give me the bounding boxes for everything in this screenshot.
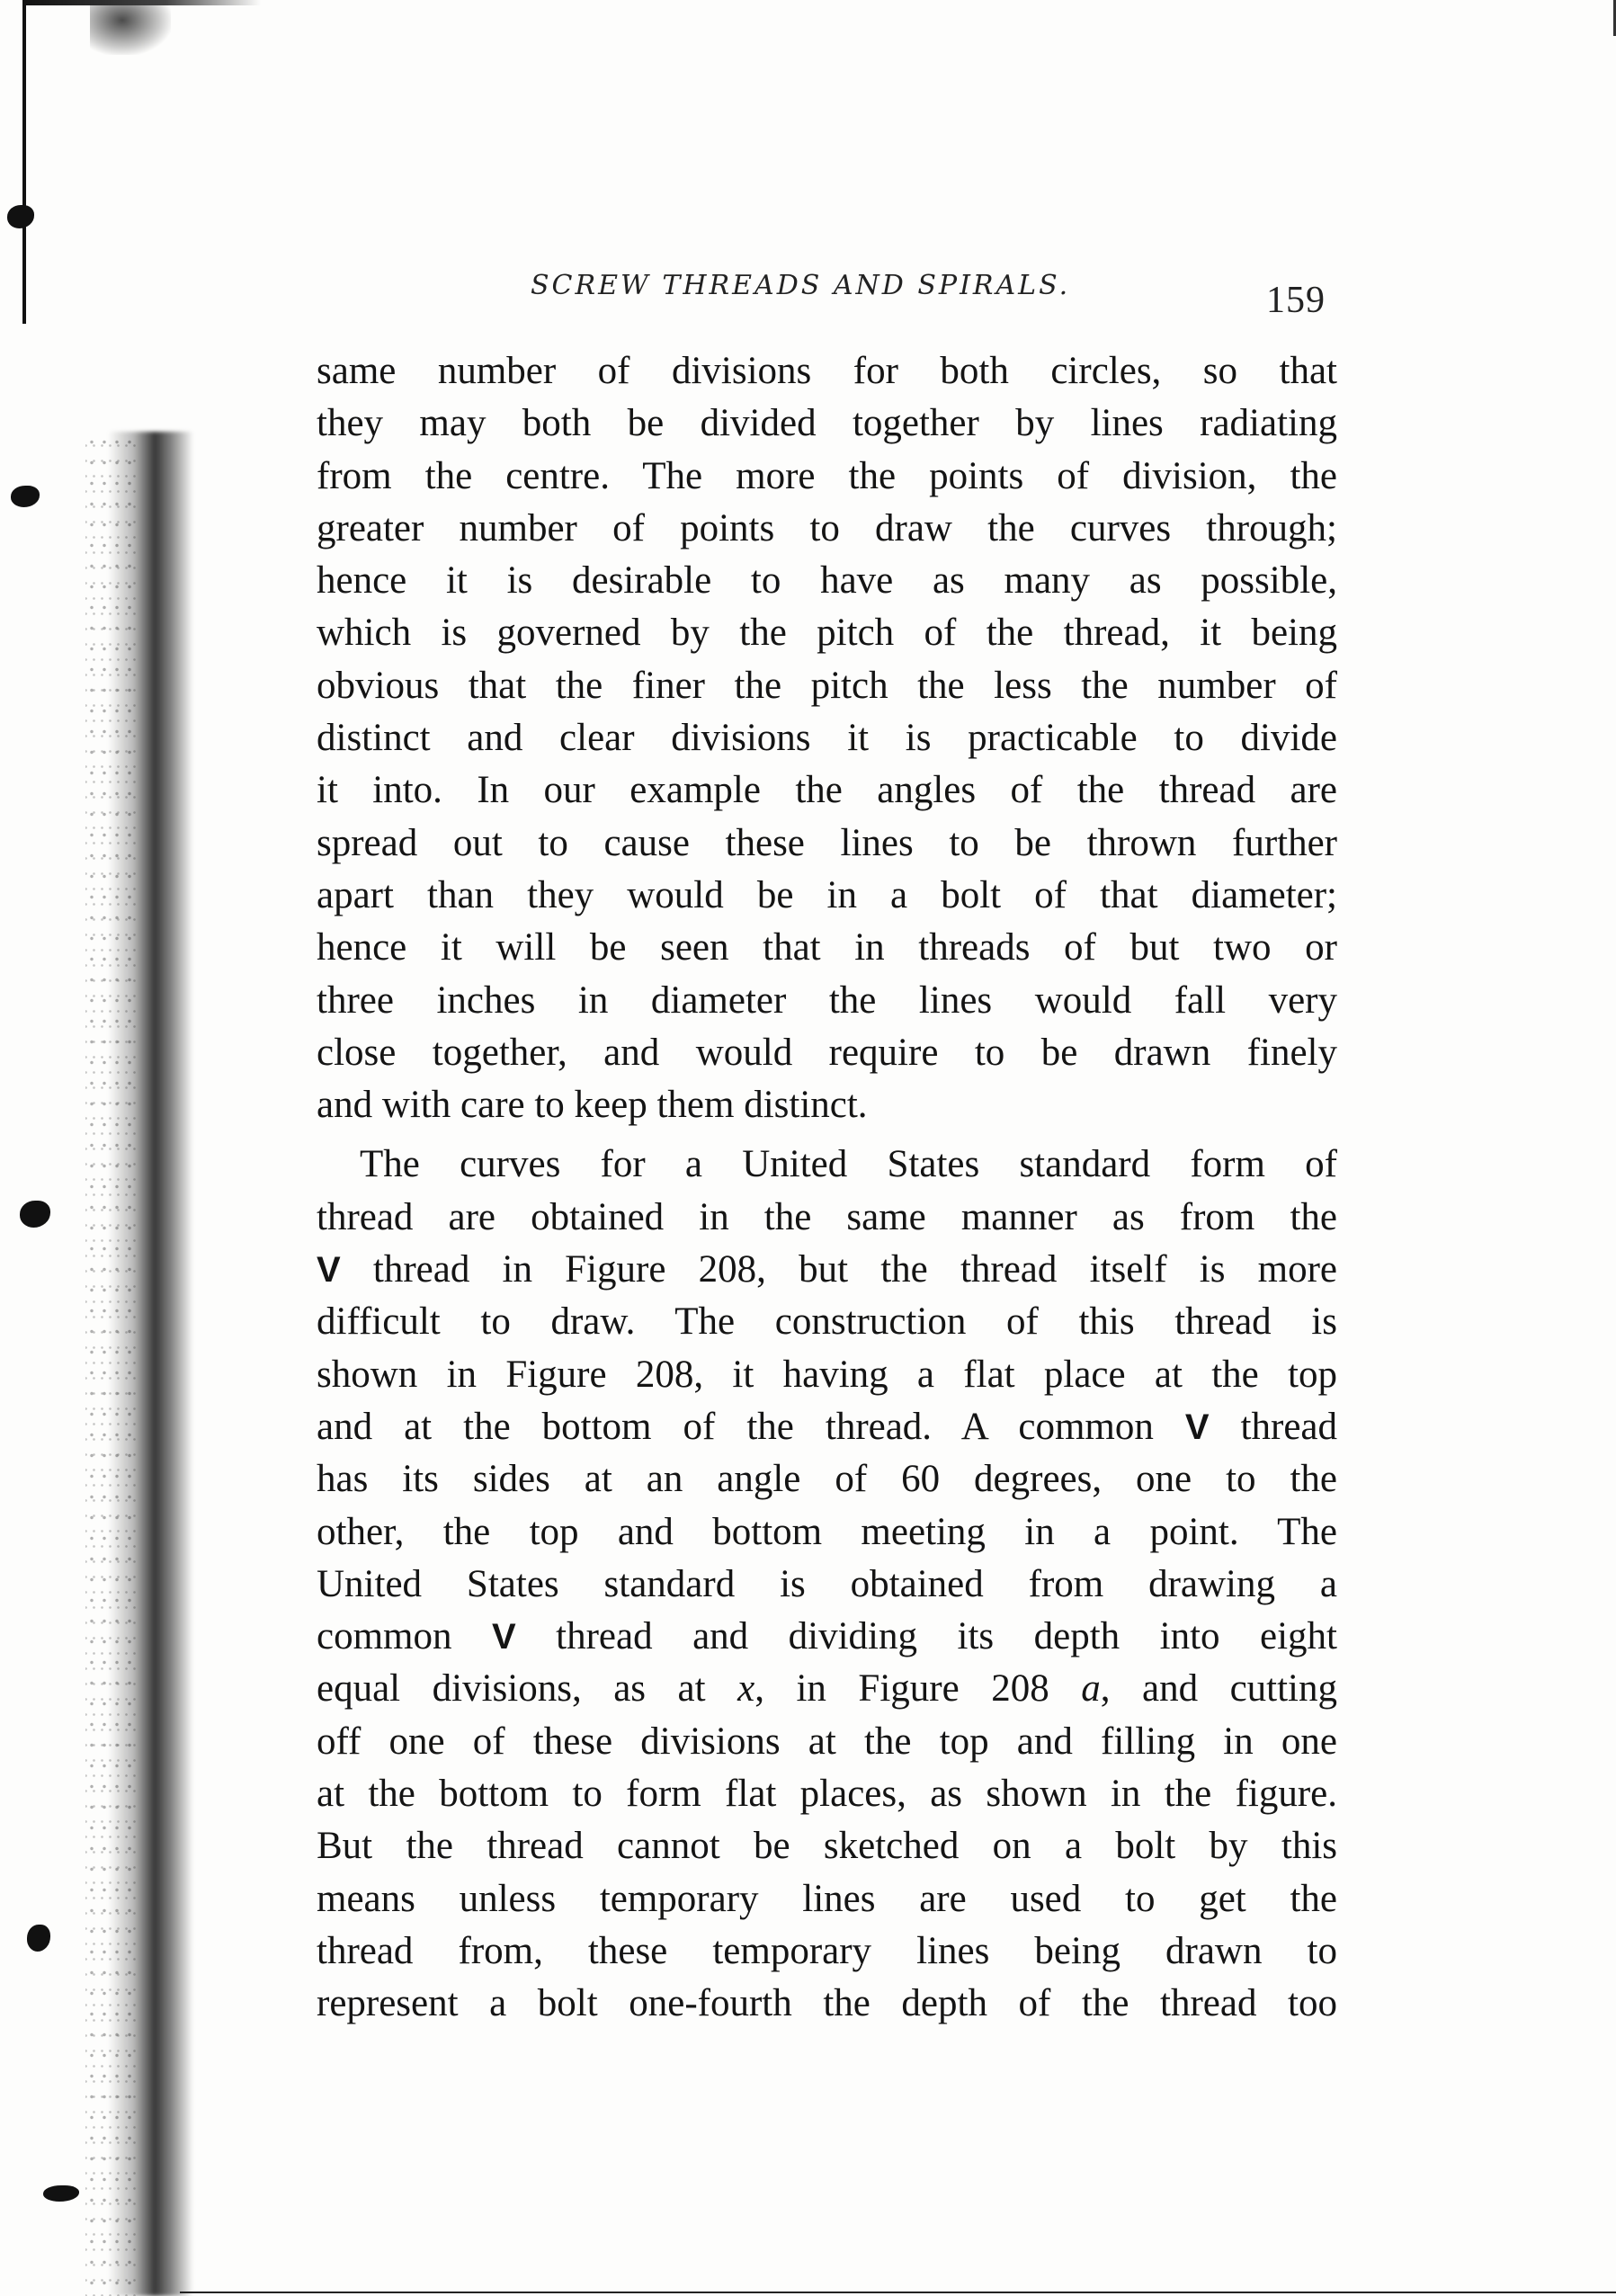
margin-blot — [27, 1925, 50, 1952]
text-line: same number of divisions for both circles, so that — [317, 350, 1337, 392]
text-line: difficult to draw. The construction of this thread is — [317, 1300, 1337, 1344]
text-line: United States standard is obtained from drawing a — [317, 1562, 1337, 1605]
text-line — [317, 1401, 1337, 1453]
text-run: thread in Figure 208, but the thread itself is more — [340, 1248, 1337, 1291]
variable-x: x — [737, 1667, 755, 1711]
text-line: it into. In our example the angles of the thread are — [317, 769, 1337, 812]
body-text — [317, 345, 1337, 2031]
text-run: thread and dividing its depth into eight — [515, 1615, 1337, 1658]
v-thread-symbol: V — [491, 1617, 516, 1657]
running-head: SCREW THREADS AND SPIRALS. — [531, 270, 1071, 301]
margin-blot — [43, 2185, 79, 2202]
text-run: equal divisions, as at — [317, 1667, 738, 1711]
text-line: distinct and clear divisions it is practicable to divide — [317, 717, 1337, 760]
v-thread-symbol: V — [317, 1250, 341, 1291]
scan-bottom-edge — [180, 2292, 1616, 2293]
page-number: 159 — [1266, 280, 1326, 321]
text-line: at the bottom to form flat places, as shown in the figure. — [317, 1773, 1337, 1816]
text-line: they may both be divided together by lines radiating — [317, 402, 1337, 445]
text-line: hence it is desirable to have as many as possible, — [317, 559, 1337, 603]
text-line: shown in Figure 208, it having a flat place at the top — [317, 1353, 1337, 1396]
text-line: thread from, these temporary lines being drawn to — [317, 1929, 1337, 1972]
text-line: three inches in diameter the lines would fall very — [317, 978, 1337, 1022]
text-line: means unless temporary lines are used to get the — [317, 1877, 1337, 1920]
margin-blot — [7, 205, 34, 228]
figure-letter: a — [1081, 1667, 1101, 1711]
text-line: thread are obtained in the same manner as from the — [317, 1195, 1337, 1238]
gutter-specks — [85, 432, 139, 2296]
text-run: and at the bottom of the thread. A common — [317, 1405, 1185, 1448]
text-line: obvious that the finer the pitch the less the number of — [317, 664, 1337, 707]
text-line: hence it will be seen that in threads of but two or — [317, 926, 1337, 969]
scan-edge-mark — [22, 0, 26, 324]
text-line: other, the top and bottom meeting in a point. The — [317, 1510, 1337, 1553]
text-line: apart than they would be in a bolt of that diameter; — [317, 873, 1337, 916]
text-line: off one of these divisions at the top and filling in one — [317, 1720, 1337, 1763]
text-line: spread out to cause these lines to be thrown further — [317, 821, 1337, 864]
margin-blot — [20, 1201, 50, 1228]
text-run: , in Figure 208 — [754, 1667, 1082, 1711]
text-line: greater number of points to draw the curves through; — [317, 506, 1337, 549]
text-line: represent a bolt one-fourth the depth of the thread too — [317, 1982, 1337, 2025]
text-run: , and cutting — [1100, 1667, 1338, 1711]
text-run: thread — [1209, 1405, 1337, 1448]
text-line — [317, 1611, 1337, 1663]
text-line — [317, 1244, 1337, 1296]
text-run: common — [317, 1615, 492, 1658]
margin-blot — [11, 486, 40, 507]
v-thread-symbol: V — [1184, 1407, 1210, 1447]
scan-corner-blot — [90, 5, 171, 55]
text-line: which is governed by the pitch of the thread, it being — [317, 612, 1337, 655]
text-line — [317, 1663, 1337, 1715]
text-line: from the centre. The more the points of division, the — [317, 454, 1337, 497]
text-line: But the thread cannot be sketched on a bolt by this — [317, 1825, 1337, 1868]
text-line: The curves for a United States standard form of — [360, 1143, 1337, 1186]
text-line: and with care to keep them distinct. — [317, 1084, 868, 1127]
text-line: has its sides at an angle of 60 degrees, one to the — [317, 1458, 1337, 1501]
text-line: close together, and would require to be drawn finely — [317, 1031, 1337, 1074]
paragraph-gap — [317, 1131, 1337, 1139]
